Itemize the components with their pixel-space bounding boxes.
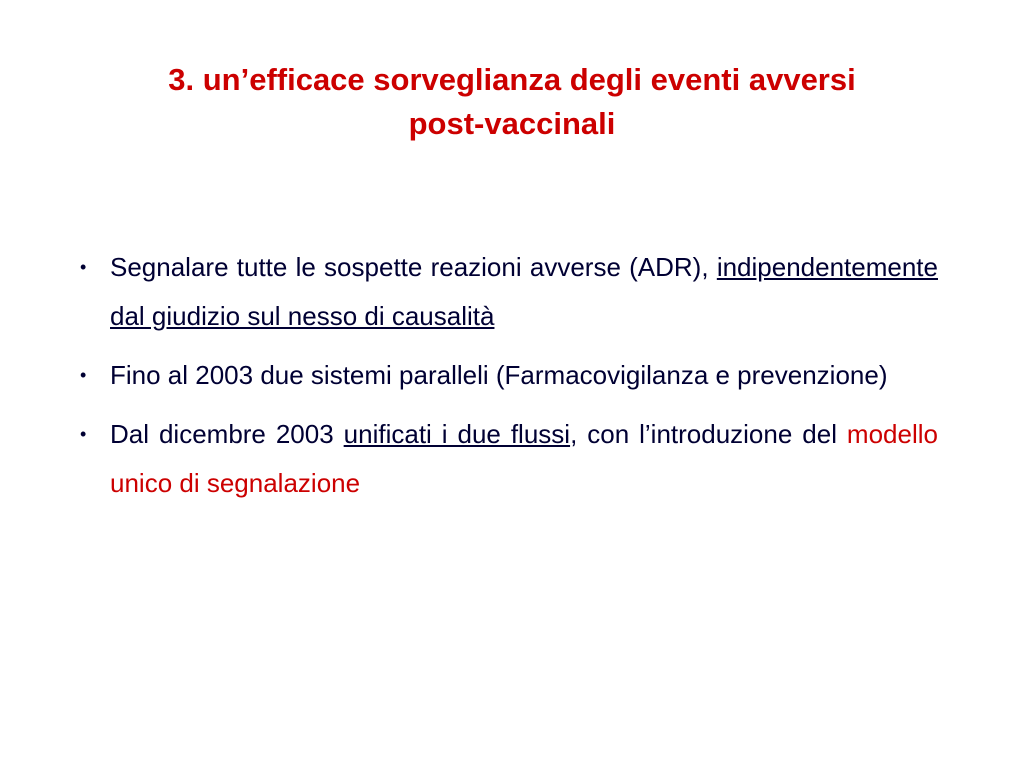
bullet-3-underlined-text: unificati i due flussi bbox=[343, 419, 571, 449]
bullet-1-text: Segnalare tutte le sospette reazioni avverse (ADR), bbox=[110, 252, 709, 282]
bullet-icon: • bbox=[80, 365, 87, 385]
bullet-icon: • bbox=[80, 424, 87, 444]
slide-title-line-2: post-vaccinali bbox=[408, 106, 616, 141]
bullet-3-text-after: , con l’introduzione del bbox=[570, 419, 837, 449]
slide-title-line-1: 3. un’efficace sorveglianza degli eventi avversi bbox=[168, 62, 856, 97]
bullet-2-text: Fino al 2003 due sistemi paralleli (Farmacovigilanza e prevenzione) bbox=[110, 360, 888, 390]
bullet-icon: • bbox=[80, 257, 87, 277]
bullet-1-underlined-text: indipendentemente dal giudizio sul nesso di causalità bbox=[110, 252, 938, 331]
bullet-item-1 bbox=[80, 243, 938, 341]
bullet-item-2 bbox=[80, 351, 938, 400]
bullet-3-text-before: Dal dicembre 2003 bbox=[110, 419, 334, 449]
bullet-item-3 bbox=[80, 410, 938, 508]
bullet-list bbox=[80, 243, 938, 518]
bullet-3-highlighted-text: modello unico di segnalazione bbox=[110, 419, 938, 498]
slide-title bbox=[60, 58, 964, 146]
